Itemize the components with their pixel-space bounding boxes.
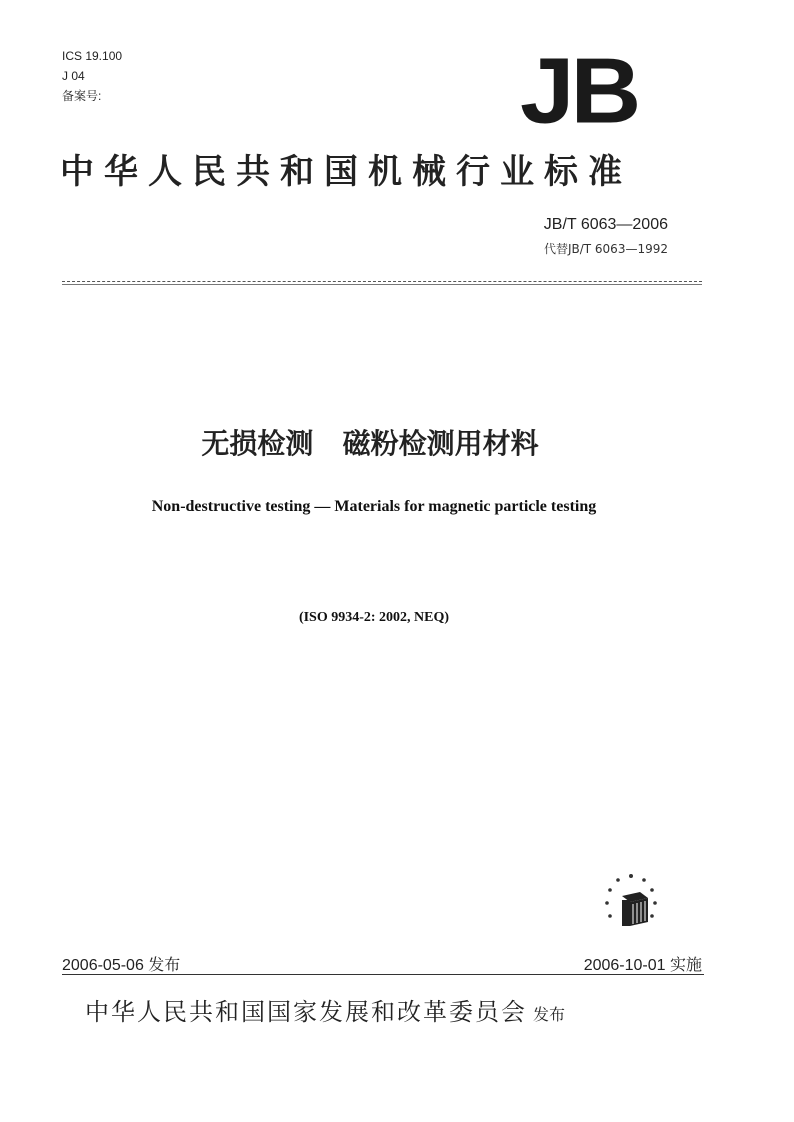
ccs-code: J 04 bbox=[62, 69, 85, 83]
standard-number: JB/T 6063—2006 bbox=[543, 216, 668, 233]
header-divider-secondary bbox=[62, 284, 702, 285]
publisher-line bbox=[85, 992, 685, 1027]
standard-title: 中华人民共和国机械行业标准 bbox=[60, 152, 632, 192]
iso-reference: (ISO 9934-2: 2002, NEQ) bbox=[298, 610, 450, 625]
document-title-english: Non-destructive testing — Materials for magnetic particle testing bbox=[151, 498, 597, 515]
publisher-suffix: 发布 bbox=[533, 1005, 566, 1024]
document-title-chinese: 无损检测 磁粉检测用材料 bbox=[201, 427, 539, 460]
ics-code: ICS 19.100 bbox=[62, 49, 123, 63]
standard-replaces: 代替JB/T 6063—1992 bbox=[543, 242, 668, 256]
footer-divider bbox=[62, 974, 704, 975]
header-divider bbox=[62, 281, 702, 282]
filing-number-label: 备案号: bbox=[62, 89, 102, 103]
implementation-date: 2006-10-01 实施 bbox=[583, 957, 702, 974]
publisher-emblem-icon bbox=[600, 870, 662, 932]
publisher-name: 中华人民共和国国家发展和改革委员会 bbox=[85, 998, 527, 1026]
jb-logo: JB bbox=[520, 37, 638, 143]
issue-date: 2006-05-06 发布 bbox=[62, 957, 181, 974]
